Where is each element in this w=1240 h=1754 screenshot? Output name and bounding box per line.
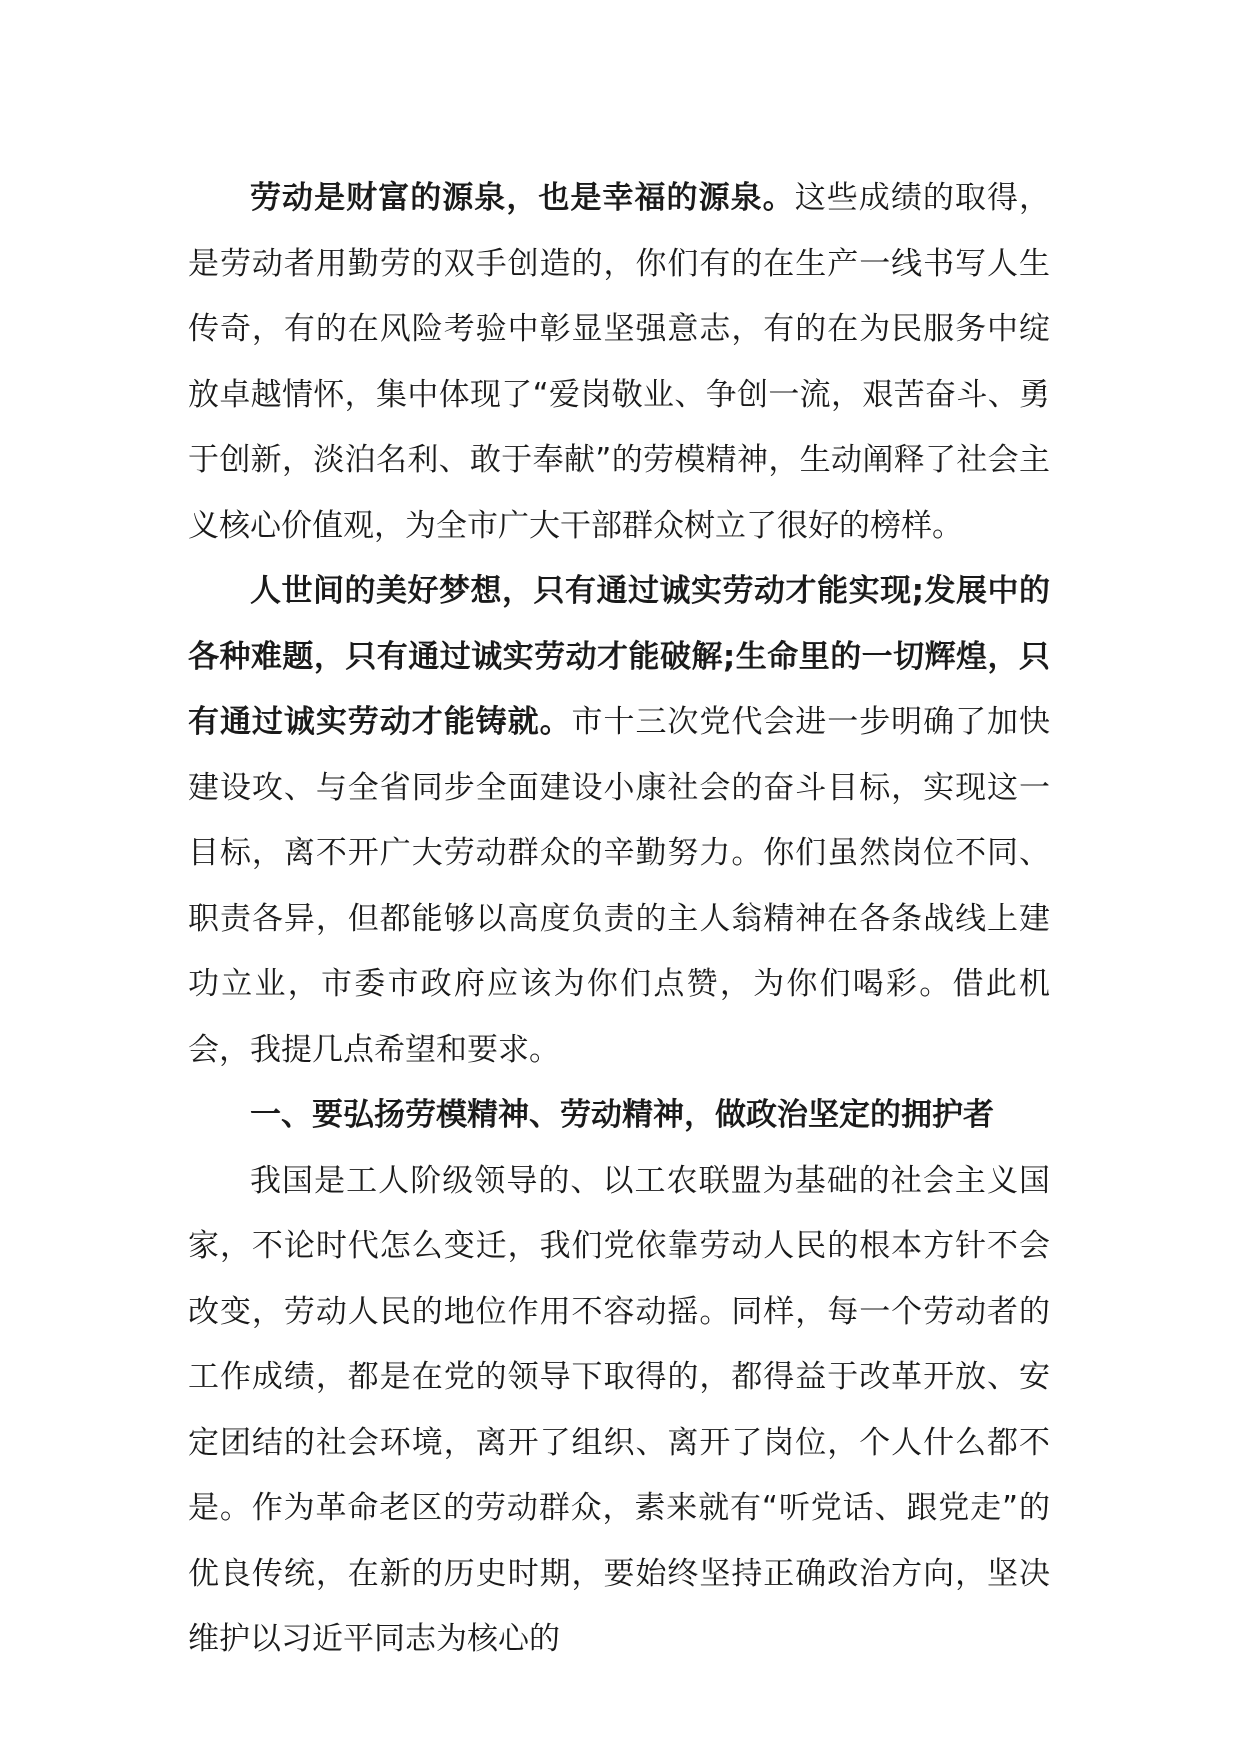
section-paragraph: 我国是工人阶级领导的、以工农联盟为基础的社会主义国家，不论时代怎么变迁，我们党依靠劳动人民的根本方针不会改变，劳动人民的地位作用不容动摇。同样，每一个劳动者的工作成绩，都是在党的领导下取得的，都得益于改革开放、安定团结的社会环境，离开了组织、离开了岗位，个人什么都不是。作为革命老区的劳动群众，素来就有“听党话、跟党走”的优良传统，在新的历史时期，要始终坚持正确政治方向，坚决维护以习近平同志为核心的 [188,1162,1050,1657]
paragraph-1-text: 这些成绩的取得，是劳动者用勤劳的双手创造的，你们有的在生产一线书写人生传奇，有的在风险考验中彰显坚强意志，有的在为民服务中绽放卓越情怀，集中体现了“爱岗敬业、争创一流，艰苦奋斗、勇于创新，淡泊名利、敢于奉献”的劳模精神，生动阐释了社会主义核心价值观，为全市广大干部群众树立了很好的榜样。 [188,180,1051,544]
paragraph-2-text: 市十三次党代会进一步明确了加快建设攻、与全省同步全面建设小康社会的奋斗目标，实现这一目标，离不开广大劳动群众的辛勤努力。你们虽然岗位不同、职责各异，但都能够以高度负责的主人翁精神在各条战线上建功立业，市委市政府应该为你们点赞，为你们喝彩。借此机会，我提几点希望和要求。 [188,704,1051,1068]
section-heading: 一、要弘扬劳模精神、劳动精神，做政治坚定的拥护者 [250,1097,994,1133]
paragraph-2 [188,559,1050,1083]
paragraph-1 [188,166,1050,559]
paragraph-2-lead: 人世间的美好梦想，只有通过诚实劳动才能实现;发展中的各种难题，只有通过诚实劳动才能破解;生命里的一切辉煌，只有通过诚实劳动才能铸就。 [188,573,1050,740]
document-page [188,166,1050,1673]
paragraph-1-lead: 劳动是财富的源泉，也是幸福的源泉。 [250,180,795,216]
